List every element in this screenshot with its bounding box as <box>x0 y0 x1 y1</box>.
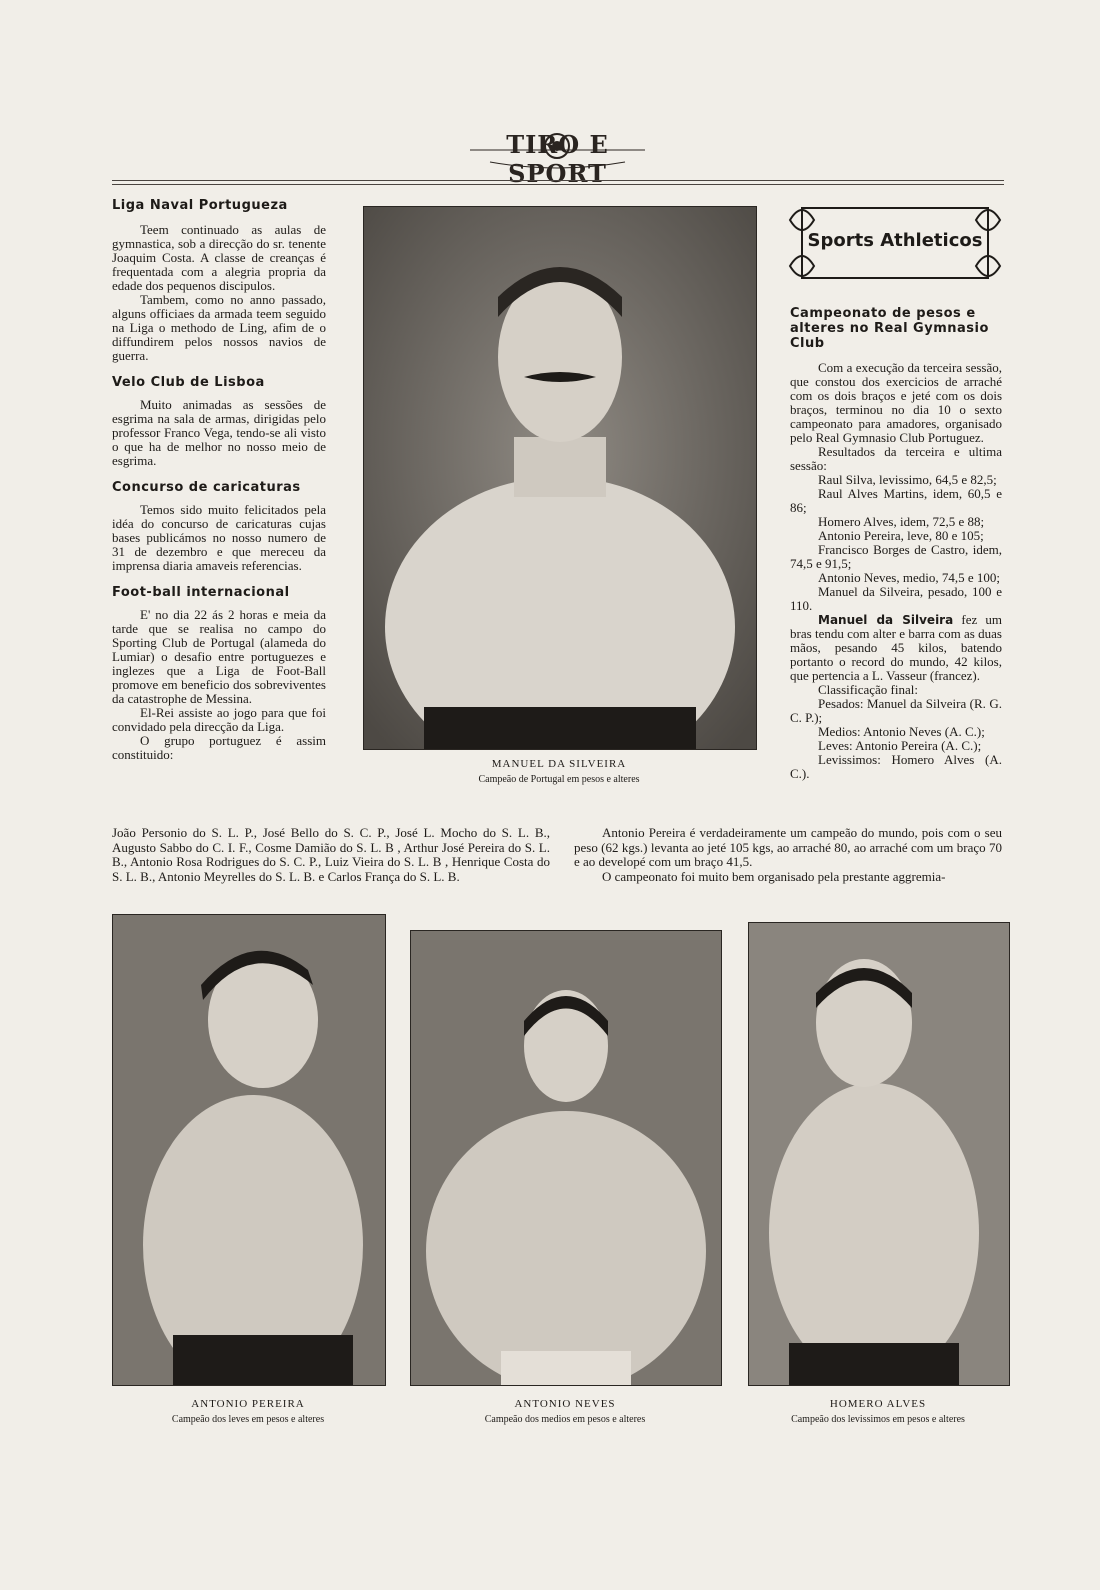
paragraph: Tambem, como no anno passado, alguns officiaes da armada teem seguido na Liga o methodo de Ling, afim de o diffundirem pelos nossos navios de guerra. <box>112 292 326 363</box>
photo-antonio-neves <box>410 930 722 1386</box>
portrait-image <box>364 207 756 749</box>
section-heading: Liga Naval Portugueza <box>112 198 288 213</box>
paragraph: E' no dia 22 ás 2 horas e meia da tarde que se realisa no campo do Sporting Club de Portugal (alameda do Lumiar) o desafio entre portuguezes e inglezes que a Liga de Foot-Ball promove em beneficio dos sobreviventes da catastrophe de Messina. <box>112 607 326 706</box>
paragraph: Antonio Pereira é verdadeiramente um campeão do mundo, pois com o seu peso (62 kgs.) levanta ao jeté 105 kgs, ao arraché 80, ao arraché com um braço 70 e ao developé com um braço 41,5. <box>574 825 1002 869</box>
team-list-text: João Personio do S. L. P., José Bello do S. C. P., José L. Mocho do S. L. B., Augusto Sabbo do C. I. F., Cosme Damião do S. L. B , Arthur José Pereira do S. L. B., Antonio Rosa Rodrigues do S. C. P., Luiz Vieira do S. L. B , Henrique Costa do S. L. B., Antonio Meyrelles do S. L. B. e Carlos França do S. L. B. <box>112 825 550 884</box>
silveira-name: Manuel da Silveira <box>818 613 954 627</box>
caption-neves <box>410 1398 720 1425</box>
paragraph: Muito animadas as sessões de esgrima na sala de armas, dirigidas pelo professor Franco Vega, tendo-se ali visto o que ha de melhor no nosso meio de esgrima. <box>112 397 326 468</box>
center-caption <box>363 758 755 785</box>
photo-homero-alves <box>748 922 1010 1386</box>
paragraph: O grupo portuguez é assim constituido: <box>112 733 326 762</box>
classification-line: Pesados: Manuel da Silveira (R. G. C. P.); <box>790 696 1002 725</box>
paragraph: Raul Alves Martins, idem, 60,5 e 86; <box>790 486 1002 515</box>
section-heading: Velo Club de Lisboa <box>112 375 265 390</box>
paragraph: Manuel da Silveira, pesado, 100 e 110. <box>790 584 1002 613</box>
paragraph: Antonio Neves, medio, 74,5 e 100; <box>818 570 1000 585</box>
caption-subtitle: Campeão dos medios em pesos e alteres <box>484 1414 646 1425</box>
caption-name: MANUEL DA SILVEIRA <box>491 758 627 770</box>
left-column <box>112 198 326 762</box>
masthead-title: TIRO E SPORT <box>506 130 609 188</box>
classification-line: Levissimos: Homero Alves (A. C.). <box>790 752 1002 781</box>
portrait-image <box>749 923 1009 1385</box>
section-heading: Concurso de caricaturas <box>112 480 301 495</box>
caption-subtitle: Campeão de Portugal em pesos e alteres <box>478 774 640 785</box>
caption-name: ANTONIO NEVES <box>514 1398 616 1410</box>
photo-manuel-da-silveira <box>363 206 757 750</box>
header-rule <box>112 180 1004 181</box>
pereira-text <box>574 826 1002 884</box>
caption-name: ANTONIO PEREIRA <box>191 1398 305 1410</box>
paragraph: Raul Silva, levissimo, 64,5 e 82,5; <box>818 472 997 487</box>
right-column <box>790 306 1002 781</box>
paragraph: Temos sido muito felicitados pela idéa do concurso de caricaturas cujas bases publicámos no nosso numero de 31 de dezembro e que mereceu da imprensa diaria amaveis referencias. <box>112 502 326 573</box>
classification-line: Medios: Antonio Neves (A. C.); <box>818 724 985 739</box>
paragraph: Francisco Borges de Castro, idem, 74,5 e 91,5; <box>790 542 1002 571</box>
paragraph: O campeonato foi muito bem organisado pela prestante aggremia- <box>602 868 946 884</box>
paragraph: El-Rei assiste ao jogo para que foi convidado pela direcção da Liga. <box>112 705 326 734</box>
paragraph: Com a execução da terceira sessão, que constou dos exercicios de arraché com os dois braços e jeté com os dois braços, terminou no dia 10 o sexto campeonato para amadores, organisado pelo Real Gymnasio Club Portuguez. <box>790 360 1002 445</box>
section-heading: Campeonato de pesos e alteres no Real Gymnasio Club <box>790 306 989 351</box>
portrait-image <box>113 915 385 1385</box>
section-heading: Foot-ball internacional <box>112 585 290 600</box>
silveira-text: fez um bras tendu com alter e barra com as duas mãos, pesando 45 kilos, batendo portanto o record do mundo, 42 kilos, que pertencia a L. Vasseur (francez). <box>790 612 1002 683</box>
paragraph: Teem continuado as aulas de gymnastica, sob a direcção do sr. tenente Joaquim Costa. A classe de creanças é frequentada com a alegria propria da edade dos pequenos discipulos. <box>112 222 326 293</box>
sports-athleticos-banner <box>788 200 1002 286</box>
classification-line: Leves: Antonio Pereira (A. C.); <box>818 738 982 753</box>
header-rule-2 <box>112 184 1004 185</box>
caption-name: HOMERO ALVES <box>829 1398 927 1410</box>
portrait-image <box>411 931 721 1385</box>
caption-subtitle: Campeão dos levissimos em pesos e alteres <box>791 1414 965 1425</box>
paragraph: Antonio Pereira, leve, 80 e 105; <box>818 528 984 543</box>
caption-alves <box>748 1398 1008 1425</box>
photo-antonio-pereira <box>112 914 386 1386</box>
paragraph: Homero Alves, idem, 72,5 e 88; <box>818 514 985 529</box>
classification-line: Classificação final: <box>818 682 918 697</box>
banner-title: Sports Athleticos <box>807 230 983 251</box>
caption-subtitle: Campeão dos leves em pesos e alteres <box>171 1414 325 1425</box>
paragraph: Resultados da terceira e ultima sessão: <box>790 444 1002 473</box>
team-list <box>112 826 550 884</box>
paragraph <box>790 613 1002 683</box>
caption-pereira <box>112 1398 384 1425</box>
masthead-logo <box>470 122 645 188</box>
